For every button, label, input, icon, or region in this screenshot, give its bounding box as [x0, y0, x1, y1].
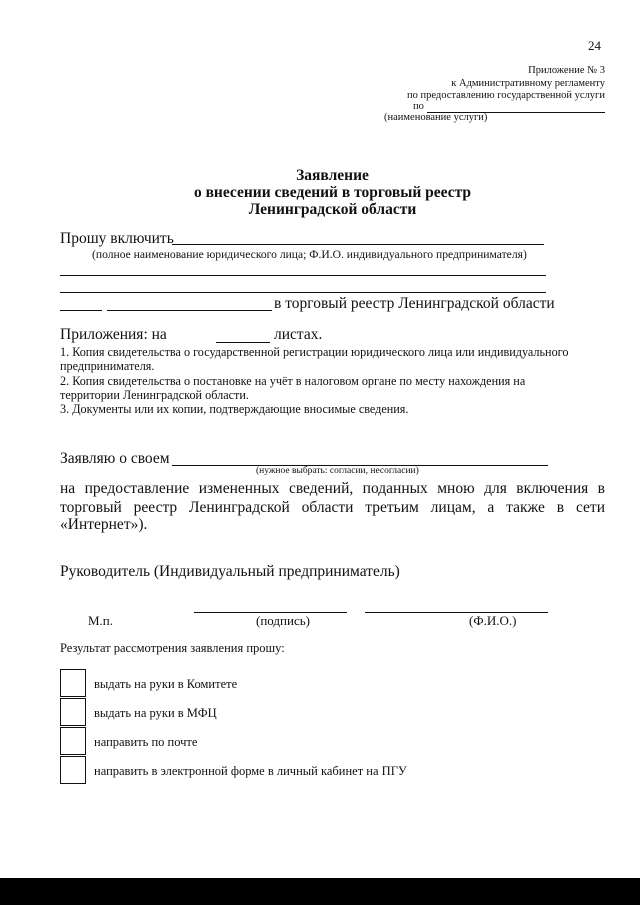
signature-head: Руководитель (Индивидуальный предприниматель) [60, 563, 400, 580]
applicant-name-field-3[interactable] [60, 292, 546, 293]
attachment-item-1a: 1. Копия свидетельства о государственной регистрации юридического лица или индивидуального [60, 345, 569, 359]
page-number: 24 [588, 38, 601, 53]
option-checkbox-committee[interactable] [60, 669, 86, 697]
page-title-line-3: Ленинградской области [248, 201, 417, 218]
applicant-name-field-2[interactable] [60, 275, 546, 276]
attachments-sheets: листах. [274, 326, 323, 343]
option-checkbox-mfc[interactable] [60, 698, 86, 726]
full-name-field[interactable] [365, 612, 548, 613]
signature-label: (подпись) [256, 613, 310, 628]
attachment-item-1b: предпринимателя. [60, 359, 155, 373]
appendix-line-4: по [413, 101, 424, 112]
page-title-line-2: о внесении сведений в торговый реестр [193, 184, 472, 201]
appendix-line-1: Приложение № 3 [528, 65, 605, 76]
applicant-name-field-4a[interactable] [60, 310, 102, 311]
option-checkbox-mail[interactable] [60, 727, 86, 755]
scan-bottom-edge [0, 878, 640, 905]
attachment-item-2a: 2. Копия свидетельства о постановке на учёт в налоговом органе по месту нахождения на [60, 374, 526, 388]
consent-text-1: на предоставление измененных сведений, поданных мною для включения в [60, 480, 605, 497]
page-title-line-1: Заявление [296, 167, 369, 184]
option-label-electronic: направить в электронной форме в личный кабинет на ПГУ [94, 764, 407, 778]
consent-text-2: торговый реестр Ленинградской области третьим лицам, а также в сети [60, 499, 605, 516]
request-hint: (полное наименование юридического лица; Ф.И.О. индивидуального предпринимателя) [92, 248, 527, 261]
option-label-committee: выдать на руки в Комитете [94, 677, 238, 691]
request-label: Прошу включить [60, 230, 174, 247]
option-checkbox-electronic[interactable] [60, 756, 86, 784]
appendix-line-2: к Административному регламенту [451, 78, 605, 89]
consent-text-3: «Интернет»). [60, 516, 148, 533]
attachment-item-2b: территории Ленинградской области. [60, 388, 249, 402]
appendix-line-5: (наименование услуги) [384, 112, 488, 123]
result-label: Результат рассмотрения заявления прошу: [60, 641, 285, 655]
consent-hint: (нужное выбрать: согласии, несогласии) [256, 466, 419, 476]
appendix-line-3: по предоставлению государственной услуги [407, 90, 605, 101]
applicant-name-field[interactable] [172, 244, 544, 245]
attachment-item-3: 3. Документы или их копии, подтверждающие вносимые сведения. [60, 402, 409, 416]
option-label-mail: направить по почте [94, 735, 198, 749]
stamp-label: М.п. [88, 613, 114, 628]
request-suffix: в торговый реестр Ленинградской области [274, 295, 555, 312]
full-name-label: (Ф.И.О.) [469, 613, 517, 628]
consent-label: Заявляю о своем [60, 450, 170, 467]
sheets-count-field[interactable] [216, 342, 270, 343]
attachments-label: Приложения: на [60, 326, 167, 343]
option-label-mfc: выдать на руки в МФЦ [94, 706, 217, 720]
applicant-name-field-4b[interactable] [107, 310, 272, 311]
